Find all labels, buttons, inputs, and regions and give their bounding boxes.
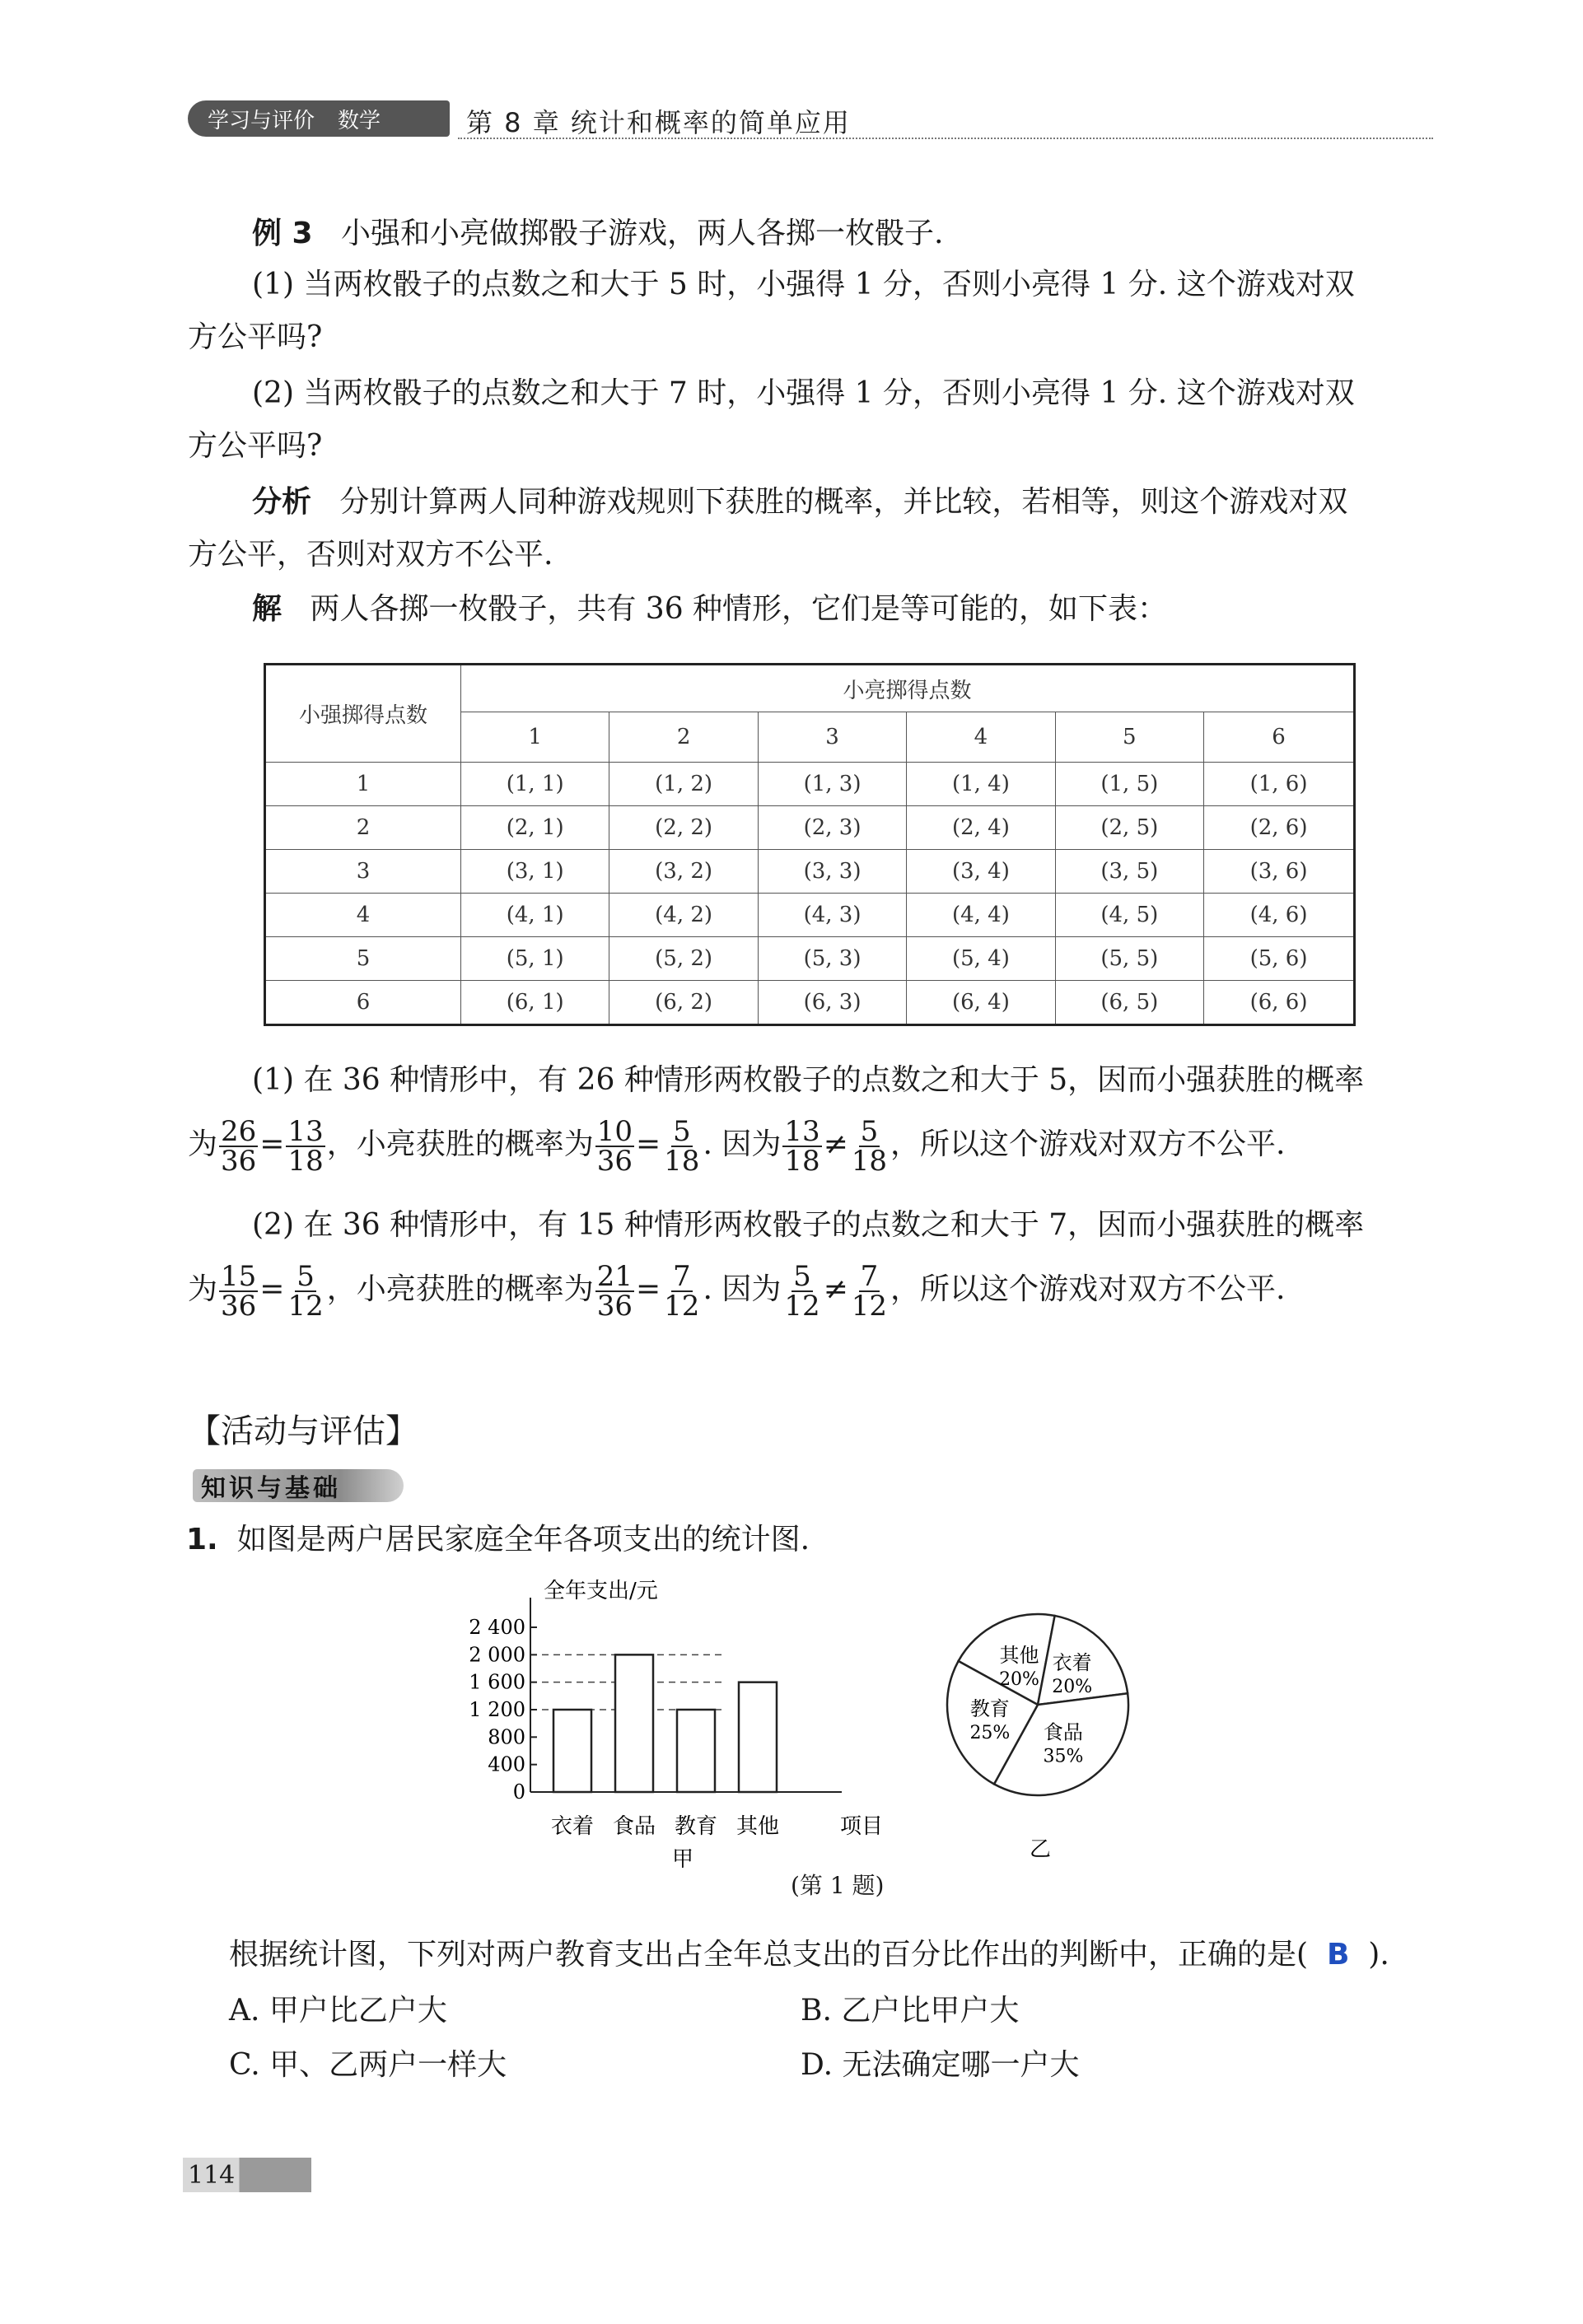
bar-chart-bars [553, 1654, 777, 1792]
table-cell: (5, 1) [461, 937, 609, 981]
solution1-mid: ，小亮获胜的概率为 [326, 1127, 594, 1161]
pie-label: 食品 [1043, 1720, 1083, 1744]
solution2-line1: (2) 在 36 种情形中，有 15 种情形两枚骰子的点数之和大于 7，因而小强获胜的概率 [252, 1208, 1365, 1242]
option-a[interactable]: A. 甲户比乙户大 [229, 1994, 447, 2028]
frac-7-12 [662, 1260, 701, 1323]
frac-5-18b [850, 1115, 889, 1178]
option-c[interactable]: C. 甲、乙两户一样大 [229, 2048, 507, 2082]
frac-7-12b [850, 1260, 889, 1323]
table-cell: (5, 6) [1204, 937, 1355, 981]
table-row-header: 小强掷得点数 [265, 665, 461, 763]
table-cell: (6, 3) [758, 981, 906, 1025]
table-row [265, 850, 1355, 894]
bar-chart-jia [461, 1573, 906, 1886]
table-cell: (2, 3) [758, 806, 906, 850]
table-row-label: 5 [265, 937, 461, 981]
table-cell: (2, 6) [1204, 806, 1355, 850]
page-number-text: 114 [188, 2160, 236, 2190]
bar-chart-xlabel: 项目 [840, 1814, 884, 1839]
solution2-end: ，所以这个游戏对双方不公平. [890, 1272, 1286, 1306]
pie-chart-title: 乙 [1030, 1837, 1052, 1861]
header-subject: 数学 [338, 108, 381, 133]
frac-num: 26 [221, 1115, 257, 1148]
table-col-label: 4 [907, 712, 1055, 763]
table-row-label: 2 [265, 806, 461, 850]
table-col-label: 5 [1055, 712, 1203, 763]
page-number [183, 2158, 311, 2192]
frac-num: 13 [784, 1115, 820, 1148]
table-cell: (5, 5) [1055, 937, 1203, 981]
question1-text: 如图是两户居民家庭全年各项支出的统计图. [236, 1523, 810, 1556]
frac-num: 5 [793, 1260, 811, 1293]
solution1-line2 [188, 1112, 1285, 1178]
example-q1-line2: 方公平吗? [188, 320, 323, 354]
solution-label: 解 [252, 592, 283, 626]
bar-chart-title: 甲 [672, 1847, 694, 1872]
frac-den: 12 [851, 1290, 888, 1323]
bar-衣着 [553, 1710, 591, 1792]
table-cell: (6, 5) [1055, 981, 1203, 1025]
table-cell: (4, 6) [1204, 894, 1355, 937]
table-cell: (4, 3) [758, 894, 906, 937]
table-col-label: 1 [461, 712, 609, 763]
frac-den: 12 [287, 1290, 324, 1323]
frac-26-36 [219, 1115, 258, 1178]
frac-den: 18 [287, 1145, 324, 1178]
not-equal-sign: ≠ [823, 1272, 848, 1306]
table-cell: (4, 5) [1055, 894, 1203, 937]
dice-outcome-table [264, 663, 1356, 1026]
y-tick-label: 1 600 [469, 1670, 525, 1694]
table-row-label: 4 [265, 894, 461, 937]
frac-13-18 [286, 1115, 325, 1178]
frac-13-18b [782, 1115, 821, 1178]
table-row [265, 937, 1355, 981]
category-label: 其他 [735, 1814, 780, 1839]
frac-den: 36 [596, 1145, 633, 1178]
table-cell: (6, 4) [907, 981, 1055, 1025]
analysis-line1 [252, 484, 1347, 520]
table-cell: (1, 2) [609, 763, 758, 806]
frac-den: 18 [851, 1145, 888, 1178]
table-cell: (3, 6) [1204, 850, 1355, 894]
equals-sign: = [636, 1272, 661, 1306]
analysis-label: 分析 [252, 485, 312, 519]
table-row-label: 6 [265, 981, 461, 1025]
table-col-label: 3 [758, 712, 906, 763]
frac-21-36 [595, 1260, 634, 1323]
frac-den: 36 [221, 1290, 257, 1323]
bar-chart-ticks [469, 1616, 537, 1804]
header-series-pill [188, 100, 450, 137]
figure-caption: (第 1 题) [791, 1872, 885, 1899]
table-row [265, 763, 1355, 806]
table-col-label: 6 [1204, 712, 1355, 763]
example-intro: 小强和小亮做掷骰子游戏，两人各掷一枚骰子. [340, 217, 944, 250]
pie-label: 教育 [969, 1696, 1010, 1720]
table-cell: (2, 1) [461, 806, 609, 850]
question1-number: 1. [186, 1523, 218, 1556]
table-cell: (2, 4) [907, 806, 1055, 850]
table-cell: (3, 3) [758, 850, 906, 894]
frac-den: 18 [664, 1145, 700, 1178]
solution2-pre: 为 [188, 1272, 218, 1306]
frac-5-12 [286, 1260, 325, 1323]
example-label: 例 3 [252, 217, 313, 250]
example-intro-line [252, 216, 943, 252]
answer-mark: B [1326, 1938, 1350, 1972]
analysis-text: 分别计算两人同种游戏规则下获胜的概率，并比较，若相等，则这个游戏对双 [339, 485, 1348, 519]
question1-line [186, 1522, 810, 1558]
y-tick-label: 2 000 [469, 1643, 525, 1667]
solution1-because: . 因为 [703, 1127, 782, 1161]
y-tick-label: 400 [488, 1752, 525, 1776]
frac-num: 5 [672, 1115, 691, 1148]
solution-intro-line [252, 591, 1167, 628]
example-q2-line1: (2) 当两枚骰子的点数之和大于 7 时，小强得 1 分，否则小亮得 1 分. 这个游戏对双 [252, 376, 1355, 410]
table-cell: (1, 1) [461, 763, 609, 806]
solution2-because: . 因为 [703, 1272, 782, 1306]
frac-den: 12 [664, 1290, 700, 1323]
header-dotted-rule [458, 138, 1433, 139]
frac-den: 36 [596, 1290, 633, 1323]
frac-num: 5 [297, 1260, 315, 1293]
question1-prompt [229, 1937, 1389, 1973]
equals-sign: = [636, 1127, 661, 1161]
table-cell: (3, 4) [907, 850, 1055, 894]
y-tick-label: 2 400 [469, 1616, 525, 1639]
knowledge-tag: 知识与基础 [193, 1469, 404, 1502]
table-cell: (6, 1) [461, 981, 609, 1025]
bar-教育 [677, 1710, 715, 1792]
frac-num: 15 [221, 1260, 257, 1293]
table-cell: (1, 4) [907, 763, 1055, 806]
frac-den: 36 [221, 1145, 257, 1178]
category-label: 衣着 [550, 1814, 595, 1839]
frac-num: 10 [596, 1115, 633, 1148]
table-cell: (1, 6) [1204, 763, 1355, 806]
analysis-line2: 方公平，否则对双方不公平. [188, 538, 553, 572]
solution1-end: ，所以这个游戏对双方不公平. [890, 1127, 1286, 1161]
table-col-header: 小亮掷得点数 [461, 665, 1355, 712]
equals-sign: = [259, 1127, 285, 1161]
table-cell: (3, 1) [461, 850, 609, 894]
table-row-label: 3 [265, 850, 461, 894]
question1-prompt-text: 根据统计图，下列对两户教育支出占全年总支出的百分比作出的判断中，正确的是( [229, 1938, 1309, 1972]
table-cell: (5, 4) [907, 937, 1055, 981]
table-cell: (4, 2) [609, 894, 758, 937]
table-cell: (4, 4) [907, 894, 1055, 937]
solution2-line2 [188, 1257, 1285, 1323]
pie-value-label: 35% [1043, 1746, 1084, 1767]
option-b[interactable]: B. 乙户比甲户大 [801, 1994, 1020, 2028]
frac-num: 7 [860, 1260, 879, 1293]
header-series: 学习与评价 [208, 108, 315, 133]
equals-sign: = [259, 1272, 285, 1306]
table-col-label: 2 [609, 712, 758, 763]
header-chapter: 第 8 章 统计和概率的简单应用 [466, 107, 851, 138]
table-cell: (6, 6) [1204, 981, 1355, 1025]
table-row [265, 806, 1355, 850]
category-label: 教育 [674, 1814, 718, 1839]
bar-chart-categories [551, 1814, 779, 1839]
table-row [265, 981, 1355, 1025]
frac-num: 7 [672, 1260, 691, 1293]
table-row [265, 894, 1355, 937]
solution2-mid: ，小亮获胜的概率为 [326, 1272, 594, 1306]
frac-5-12b [782, 1260, 821, 1323]
solution1-line1: (1) 在 36 种情形中，有 26 种情形两枚骰子的点数之和大于 5，因而小强获胜的概率 [252, 1063, 1365, 1097]
example-q2-line2: 方公平吗? [188, 429, 323, 463]
option-d[interactable]: D. 无法确定哪一户大 [801, 2048, 1080, 2082]
table-cell: (6, 2) [609, 981, 758, 1025]
frac-5-18 [662, 1115, 701, 1178]
frac-10-36 [595, 1115, 634, 1178]
table-cell: (3, 5) [1055, 850, 1203, 894]
question1-prompt-end: ). [1368, 1938, 1389, 1972]
frac-15-36 [219, 1260, 258, 1323]
table-cell: (2, 2) [609, 806, 758, 850]
table-body [265, 763, 1355, 1025]
not-equal-sign: ≠ [823, 1127, 848, 1161]
pie-value-label: 20% [1052, 1676, 1093, 1697]
frac-num: 21 [596, 1260, 633, 1293]
y-tick-label: 0 [512, 1780, 525, 1804]
frac-den: 12 [784, 1290, 820, 1323]
category-label: 食品 [612, 1814, 656, 1839]
bar-chart-ylabel: 全年支出/元 [544, 1579, 658, 1603]
pie-label: 其他 [999, 1644, 1039, 1668]
example-q1-line1: (1) 当两枚骰子的点数之和大于 5 时，小强得 1 分，否则小亮得 1 分. 这个游戏对双 [252, 268, 1355, 301]
pie-label: 衣着 [1052, 1650, 1092, 1674]
table-row-label: 1 [265, 763, 461, 806]
frac-den: 18 [784, 1145, 820, 1178]
solution1-pre: 为 [188, 1127, 218, 1161]
table-cell: (1, 3) [758, 763, 906, 806]
frac-num: 13 [287, 1115, 324, 1148]
frac-num: 5 [860, 1115, 879, 1148]
y-tick-label: 1 200 [469, 1698, 525, 1721]
table-cell: (5, 3) [758, 937, 906, 981]
pie-value-label: 25% [969, 1722, 1011, 1743]
table-cell: (4, 1) [461, 894, 609, 937]
y-tick-label: 800 [488, 1725, 525, 1749]
pie-chart-yi [939, 1598, 1137, 1861]
table-cell: (5, 2) [609, 937, 758, 981]
table-cell: (2, 5) [1055, 806, 1203, 850]
pie-value-label: 20% [999, 1669, 1039, 1691]
activity-title: 【活动与评估】 [188, 1412, 418, 1450]
bar-食品 [615, 1654, 653, 1792]
bar-其他 [739, 1682, 777, 1792]
table-cell: (3, 2) [609, 850, 758, 894]
table-cell: (1, 5) [1055, 763, 1203, 806]
solution-intro: 两人各掷一枚骰子，共有 36 种情形，它们是等可能的，如下表： [310, 592, 1168, 626]
